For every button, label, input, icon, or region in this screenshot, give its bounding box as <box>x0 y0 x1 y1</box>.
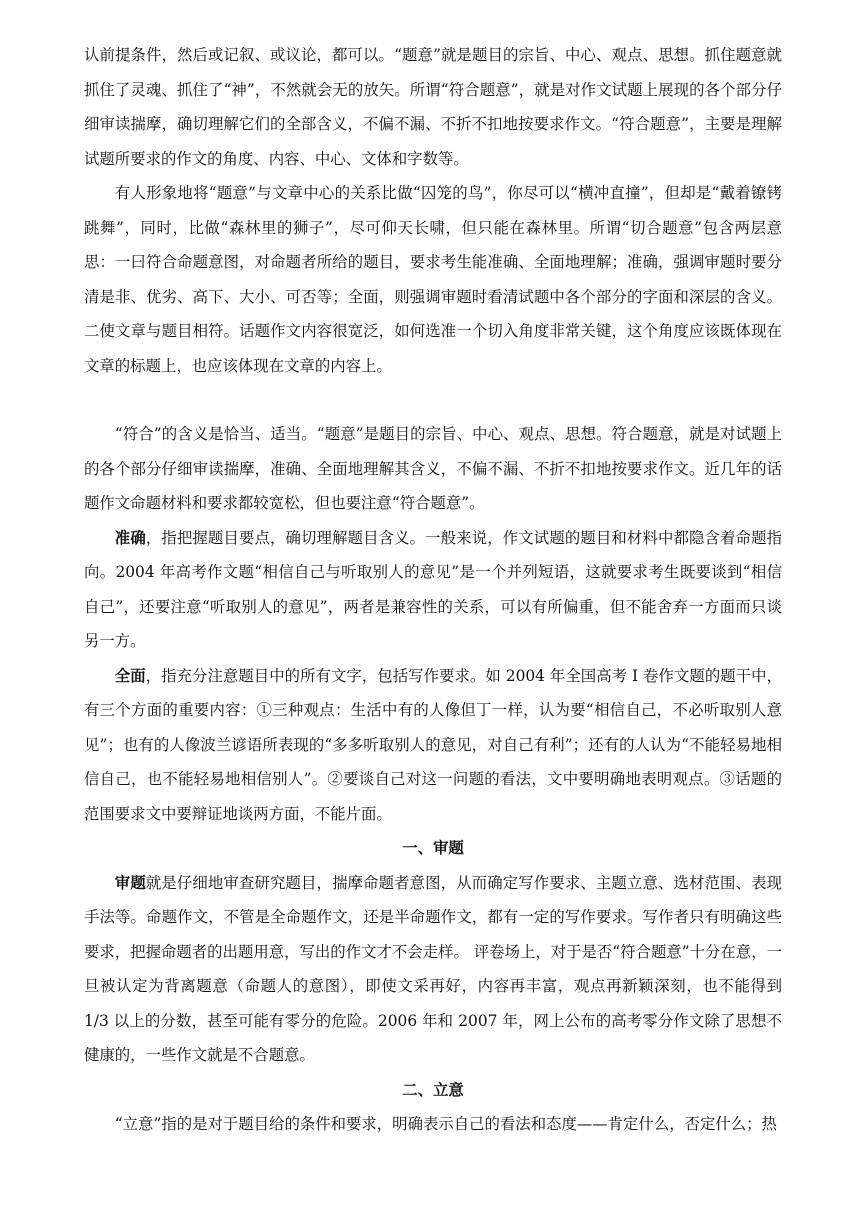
paragraph-accuracy <box>84 521 782 659</box>
paragraph-1: 认前提条件，然后或记叙、或议论，都可以。“题意”就是题目的宗旨、中心、观点、思想。抓住题意就抓住了灵魂、抓住了“神”，不然就会无的放矢。所谓“符合题意”，就是对作文试题上展现的各个部分仔细审读揣摩，确切理解它们的全部含义，不偏不漏、不折不扣地按要求作文。“符合题意”，主要是理解试题所要求的作文的角度、内容、中心、文体和字数等。 <box>84 46 782 168</box>
paragraph-3: “符合”的含义是恰当、适当。“题意”是题目的宗旨、中心、观点、思想。符合题意，就是对试题上的各个部分仔细审读揣摩，准确、全面地理解其含义，不偏不漏、不折不扣地按要求作文。近几年的话题作文命题材料和要求都较宽松，但也要注意“符合题意”。 <box>84 425 782 512</box>
paragraph-accuracy-text: ，指把握题目要点，确切理解题目含义。一般来说，作文试题的题目和材料中都隐含着命题指向。2004 年高考作文题“相信自己与听取别人的意见”是一个并列短语，这就要求考生既要谈到“相信自己”，还要注意“听取别人的意见”，两者是兼容性的关系，可以有所偏重，但不能舍弃一方面而只谈另一方。 <box>84 528 782 650</box>
section-heading-shenti: 一、审题 <box>402 839 464 857</box>
term-shenti: 审题 <box>114 873 146 892</box>
paragraph-completeness <box>84 659 782 832</box>
term-completeness: 全面 <box>114 666 146 685</box>
paragraph-2: 有人形象地将“题意”与文章中心的关系比做“囚笼的鸟”，你尽可以“横冲直撞”，但却是“戴着镣铐跳舞”，同时，比做“森林里的狮子”，尽可仰天长啸，但只能在森林里。所谓“切合题意”包含两层意思：一曰符合命题意图，对命题者所给的题目，要求考生能准确、全面地理解；准确，强调审题时要分清是非、优劣、高下、大小、可否等；全面，则强调审题时看清试题中各个部分的字面和深层的含义。二使文章与题目相符。话题作文内容很宽泛，如何选准一个切入角度非常关键，这个角度应该既体现在文章的标题上，也应该体现在文章的内容上。 <box>84 184 782 375</box>
section-heading-liyi: 二、立意 <box>402 1080 464 1099</box>
paragraph-liyi: “立意”指的是对于题目给的条件和要求，明确表示自己的看法和态度——肯定什么，否定什么；热 <box>114 1115 777 1133</box>
paragraph-shenti-text: 就是仔细地审查研究题目，揣摩命题者意图，从而确定写作要求、主题立意、选材范围、表现手法等。命题作文，不管是全命题作文，还是半命题作文，都有一定的写作要求。写作者只有明确这些要求，把握命题者的出题用意，写出的作文才不会走样。 评卷场上，对于是否“符合题意”十分在意，一旦被认定为背离题意（命题人的意图），即使文采再好，内容再丰富，观点再新颖深刻，也不能得到 1/3 以上的分数，甚至可能有零分的危险。2006 年和 2007 年，网上公布的高考零分作文除了思想不健康的，一些作文就是不合题意。 <box>84 873 782 1064</box>
paragraph-gap <box>84 383 782 417</box>
term-accuracy: 准确 <box>114 528 146 547</box>
paragraph-shenti <box>84 866 782 1073</box>
paragraph-completeness-text: ，指充分注意题目中的所有文字，包括写作要求。如 2004 年全国高考 I 卷作文题的题干中，有三个方面的重要内容：①三种观点：生活中有的人像但丁一样，认为要“相信自己，不必听取别人意见”；也有的人像波兰谚语所表现的“多多听取别人的意见，对自己有利”；还有的人认为“不能轻易地相信自己，也不能轻易地相信别人”。②要谈自己对这一问题的看法，文中要明确地表明观点。③话题的范围要求文中要辩证地谈两方面，不能片面。 <box>84 666 782 823</box>
